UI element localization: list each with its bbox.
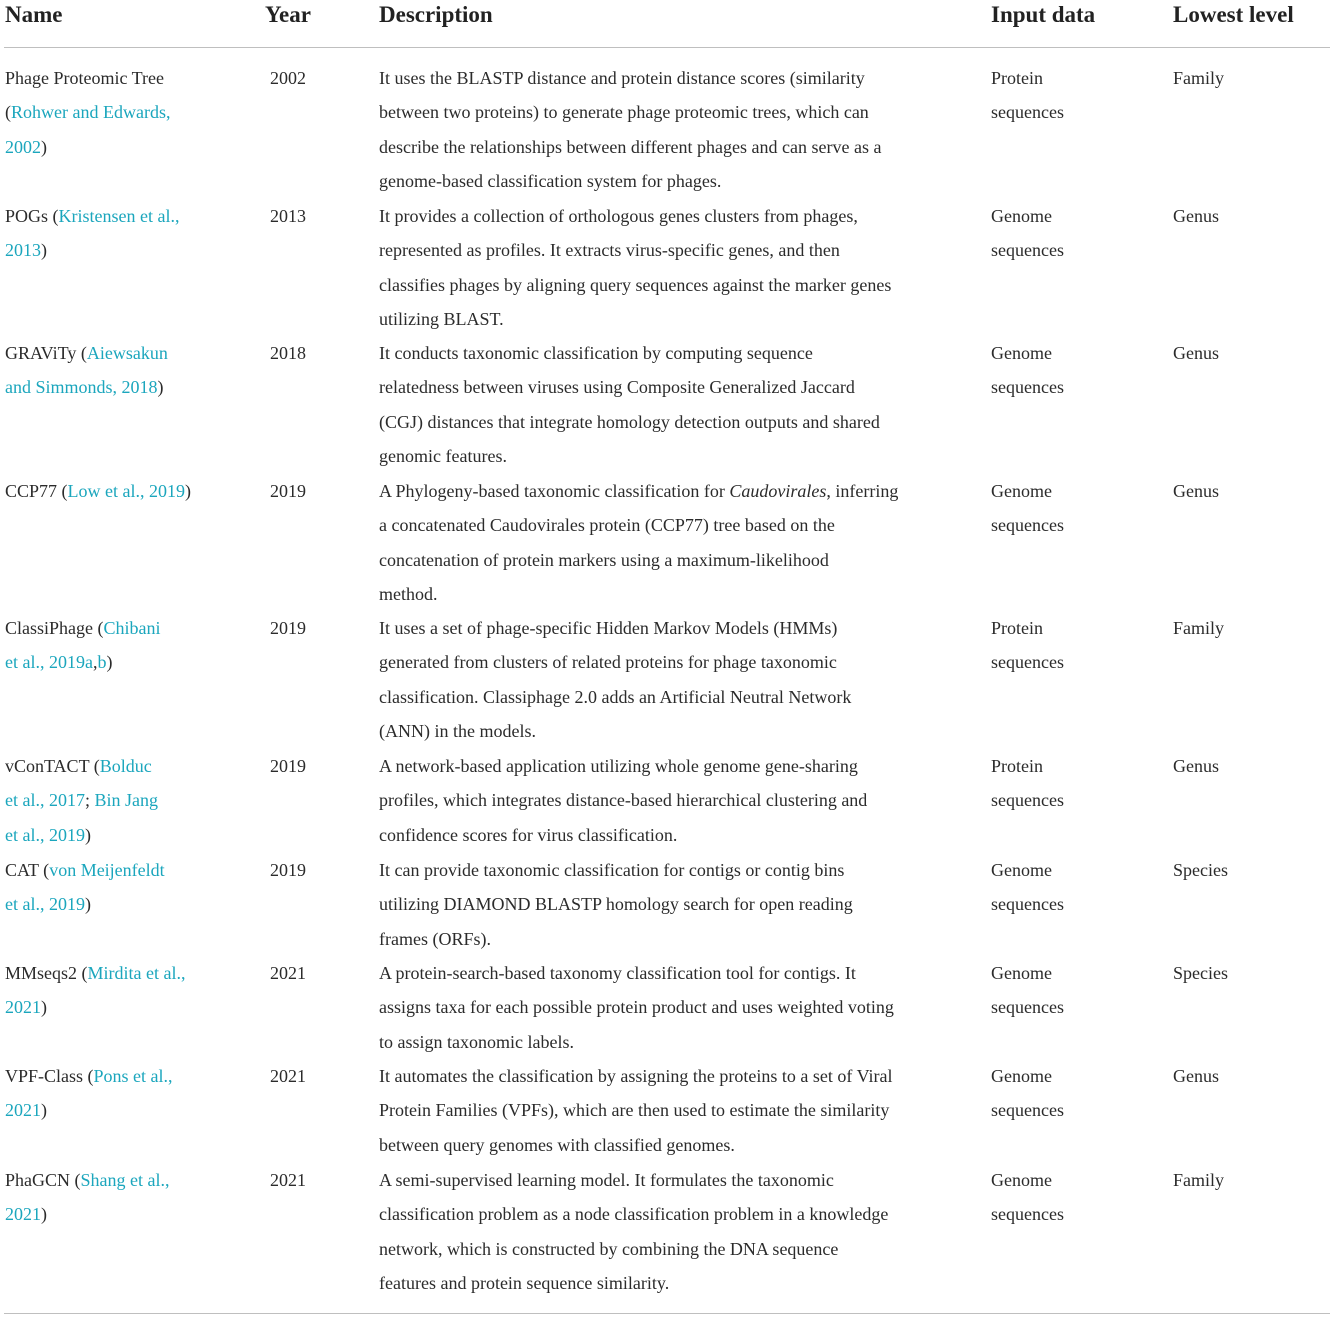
cell-description bbox=[379, 474, 969, 611]
text-fragment: , inferring bbox=[826, 481, 899, 501]
cell-line: sequences bbox=[991, 997, 1064, 1018]
cell-line: sequences bbox=[991, 894, 1064, 915]
cell-line: between two proteins) to generate phage proteomic trees, which can bbox=[379, 102, 869, 123]
cell-line: Protein bbox=[991, 756, 1043, 776]
cell-line: classifies phages by aligning query sequences against the marker genes bbox=[379, 274, 892, 295]
cell-line bbox=[5, 990, 245, 1024]
cell-year: 2021 bbox=[270, 1170, 306, 1190]
cell-lowest-level: Genus bbox=[1173, 206, 1219, 226]
cell-line bbox=[5, 1059, 245, 1093]
citation-link[interactable]: Bin Jang bbox=[94, 790, 159, 811]
cell-line: utilizing DIAMOND BLASTP homology search for open reading bbox=[379, 894, 853, 915]
cell-year: 2019 bbox=[270, 618, 306, 638]
cell-name bbox=[5, 956, 245, 1025]
citation-link[interactable]: Low et al., 2019 bbox=[67, 481, 186, 501]
citation-link[interactable]: von Meijenfeldt bbox=[49, 860, 165, 880]
text-fragment: ) bbox=[84, 824, 91, 845]
cell-line: Protein Families (VPFs), which are then used to estimate the similarity bbox=[379, 1100, 890, 1121]
cell-line bbox=[5, 783, 245, 817]
cell-line: Genome bbox=[991, 481, 1052, 501]
cell-line: Genome bbox=[991, 1170, 1052, 1190]
text-fragment: CAT ( bbox=[5, 860, 50, 880]
cell-line: Genome bbox=[991, 860, 1052, 880]
cell-line: It uses a set of phage-specific Hidden Markov Models (HMMs) bbox=[379, 618, 838, 638]
cell-line bbox=[5, 1163, 245, 1197]
cell-name bbox=[5, 61, 245, 164]
cell-line bbox=[5, 370, 245, 404]
cell-name bbox=[5, 199, 245, 268]
cell-line: It conducts taxonomic classification by computing sequence bbox=[379, 343, 813, 363]
text-fragment: ; bbox=[84, 790, 95, 811]
header-lowest-level: Lowest level bbox=[1173, 2, 1294, 27]
cell-line: A network-based application utilizing whole genome gene-sharing bbox=[379, 756, 858, 776]
citation-link[interactable]: 2021 bbox=[5, 1204, 41, 1225]
header-description: Description bbox=[379, 2, 493, 27]
cell-line: A protein-search-based taxonomy classification tool for contigs. It bbox=[379, 963, 856, 983]
cell-line: It can provide taxonomic classification for contigs or contig bins bbox=[379, 860, 845, 880]
text-fragment: CCP77 ( bbox=[5, 481, 68, 501]
citation-link[interactable]: b bbox=[97, 652, 107, 673]
cell-year: 2021 bbox=[270, 1066, 306, 1086]
cell-line: a concatenated Caudovirales protein (CCP77) tree based on the bbox=[379, 515, 835, 536]
text-fragment: POGs ( bbox=[5, 206, 59, 226]
cell-input-data bbox=[991, 474, 1131, 543]
cell-input-data bbox=[991, 853, 1131, 922]
cell-year: 2019 bbox=[270, 481, 306, 501]
text-fragment: ClassiPhage ( bbox=[5, 618, 104, 638]
cell-input-data bbox=[991, 336, 1131, 405]
cell-name bbox=[5, 474, 245, 508]
cell-line: sequences bbox=[991, 377, 1064, 398]
cell-lowest-level: Genus bbox=[1173, 481, 1219, 501]
cell-input-data bbox=[991, 611, 1131, 680]
cell-year: 2018 bbox=[270, 343, 306, 363]
citation-link[interactable]: 2002 bbox=[5, 136, 41, 157]
citation-link[interactable]: Shang et al., bbox=[80, 1170, 170, 1190]
text-fragment: GRAViTy ( bbox=[5, 343, 87, 363]
citation-link[interactable]: et al., 2019a bbox=[5, 652, 93, 673]
citation-link[interactable]: Aiewsakun bbox=[86, 343, 168, 363]
cell-line: sequences bbox=[991, 1100, 1064, 1121]
cell-line bbox=[5, 853, 245, 887]
citation-link[interactable]: and Simmonds, 2018 bbox=[5, 377, 158, 398]
cell-line bbox=[5, 233, 245, 267]
cell-input-data bbox=[991, 1059, 1131, 1128]
cell-input-data bbox=[991, 1163, 1131, 1232]
cell-description bbox=[379, 336, 969, 473]
cell-line: Protein bbox=[991, 68, 1043, 88]
cell-line: profiles, which integrates distance-based hierarchical clustering and bbox=[379, 790, 868, 811]
cell-line: sequences bbox=[991, 1204, 1064, 1225]
cell-line: Genome bbox=[991, 206, 1052, 226]
cell-line: concatenation of protein markers using a maximum-likelihood bbox=[379, 549, 829, 570]
cell-line bbox=[5, 474, 245, 508]
cell-line: to assign taxonomic labels. bbox=[379, 1031, 574, 1052]
cell-name bbox=[5, 611, 245, 680]
text-fragment: ) bbox=[185, 481, 192, 501]
cell-lowest-level: Family bbox=[1173, 68, 1225, 88]
cell-line: sequences bbox=[991, 240, 1064, 261]
cell-line: (ANN) in the models. bbox=[379, 720, 536, 741]
cell-line bbox=[5, 611, 245, 645]
citation-link[interactable]: 2013 bbox=[5, 240, 41, 261]
citation-link[interactable]: Bolduc bbox=[99, 756, 152, 776]
cell-name bbox=[5, 1059, 245, 1128]
text-fragment: ) bbox=[41, 240, 47, 261]
text-fragment: ) bbox=[41, 1204, 47, 1225]
citation-link[interactable]: et al., 2017 bbox=[5, 790, 85, 811]
cell-line: sequences bbox=[991, 652, 1064, 673]
cell-year: 2002 bbox=[270, 68, 306, 88]
cell-lowest-level: Species bbox=[1173, 860, 1228, 880]
cell-line: features and protein sequence similarity. bbox=[379, 1272, 670, 1293]
cell-line: Protein bbox=[991, 618, 1043, 638]
citation-link[interactable]: Pons et al., bbox=[93, 1066, 173, 1086]
cell-line bbox=[5, 749, 245, 783]
header-rule bbox=[4, 47, 1330, 48]
cell-line: represented as profiles. It extracts virus-specific genes, and then bbox=[379, 240, 840, 261]
text-fragment: ) bbox=[41, 1100, 47, 1121]
text-fragment: PhaGCN ( bbox=[5, 1170, 81, 1190]
cell-lowest-level: Genus bbox=[1173, 756, 1219, 776]
cell-line bbox=[5, 336, 245, 370]
cell-lowest-level: Family bbox=[1173, 1170, 1225, 1190]
citation-link[interactable]: Rohwer and Edwards, bbox=[11, 102, 171, 123]
text-fragment: ) bbox=[41, 997, 47, 1018]
italic-term: Caudovirales bbox=[729, 481, 827, 501]
citation-link[interactable]: 2021 bbox=[5, 997, 41, 1018]
cell-lowest-level: Family bbox=[1173, 618, 1225, 638]
cell-line: describe the relationships between different phages and can serve as a bbox=[379, 136, 882, 157]
text-fragment: ) bbox=[157, 377, 164, 398]
cell-description bbox=[379, 1059, 969, 1162]
cell-line bbox=[5, 645, 245, 679]
cell-line: network, which is constructed by combining the DNA sequence bbox=[379, 1238, 839, 1259]
cell-description bbox=[379, 749, 969, 852]
citation-link[interactable]: et al., 2019 bbox=[5, 894, 85, 915]
citation-link[interactable]: Kristensen et al., bbox=[58, 206, 180, 226]
cell-description bbox=[379, 61, 969, 198]
text-fragment: , bbox=[92, 652, 98, 673]
citation-link[interactable]: Chibani bbox=[103, 618, 161, 638]
cell-line: It provides a collection of orthologous genes clusters from phages, bbox=[379, 206, 858, 226]
cell-lowest-level: Genus bbox=[1173, 1066, 1219, 1086]
text-fragment: ) bbox=[106, 652, 113, 673]
cell-line bbox=[5, 956, 245, 990]
cell-line: sequences bbox=[991, 102, 1064, 123]
cell-line bbox=[5, 199, 245, 233]
cell-description bbox=[379, 611, 969, 748]
cell-line: genomic features. bbox=[379, 445, 507, 466]
header-year: Year bbox=[265, 2, 311, 27]
text-fragment: VPF-Class ( bbox=[5, 1066, 94, 1086]
cell-line: frames (ORFs). bbox=[379, 928, 491, 949]
cell-name bbox=[5, 336, 245, 405]
cell-line: relatedness between viruses using Composite Generalized Jaccard bbox=[379, 377, 855, 398]
cell-name bbox=[5, 853, 245, 922]
cell-year: 2019 bbox=[270, 860, 306, 880]
text-fragment: ( bbox=[5, 102, 11, 123]
header-input-data: Input data bbox=[991, 2, 1096, 27]
cell-line: generated from clusters of related proteins for phage taxonomic bbox=[379, 652, 837, 673]
cell-line bbox=[5, 130, 245, 164]
cell-line: genome-based classification system for phages. bbox=[379, 170, 722, 191]
cell-line: confidence scores for virus classification. bbox=[379, 824, 678, 845]
cell-line: Genome bbox=[991, 1066, 1052, 1086]
citation-link[interactable]: 2021 bbox=[5, 1100, 41, 1121]
cell-description bbox=[379, 199, 969, 336]
cell-line: sequences bbox=[991, 790, 1064, 811]
citation-link[interactable]: Mirdita et al., bbox=[87, 963, 186, 983]
cell-input-data bbox=[991, 749, 1131, 818]
cell-line: (CGJ) distances that integrate homology detection outputs and shared bbox=[379, 411, 880, 432]
citation-link[interactable]: et al., 2019 bbox=[5, 824, 85, 845]
cell-line: It automates the classification by assigning the proteins to a set of Viral bbox=[379, 1066, 893, 1086]
cell-line bbox=[5, 1093, 245, 1127]
text-fragment: vConTACT ( bbox=[5, 756, 100, 776]
cell-description bbox=[379, 853, 969, 956]
cell-line: Genome bbox=[991, 343, 1052, 363]
cell-line: utilizing BLAST. bbox=[379, 308, 504, 329]
cell-line: sequences bbox=[991, 515, 1064, 536]
bottom-rule bbox=[4, 1313, 1330, 1314]
cell-name bbox=[5, 1163, 245, 1232]
cell-input-data bbox=[991, 956, 1131, 1025]
cell-input-data bbox=[991, 61, 1131, 130]
cell-line bbox=[5, 1197, 245, 1231]
header-name: Name bbox=[5, 2, 63, 27]
text-fragment: A Phylogeny-based taxonomic classification for bbox=[379, 481, 730, 501]
text-fragment: ) bbox=[41, 136, 47, 157]
cell-line: A semi-supervised learning model. It formulates the taxonomic bbox=[379, 1170, 834, 1190]
cell-name bbox=[5, 749, 245, 852]
cell-line: classification. Classiphage 2.0 adds an Artificial Neutral Network bbox=[379, 686, 852, 707]
cell-year: 2019 bbox=[270, 756, 306, 776]
cell-description bbox=[379, 1163, 969, 1300]
cell-line bbox=[5, 887, 245, 921]
cell-year: 2013 bbox=[270, 206, 306, 226]
cell-line: classification problem as a node classification problem in a knowledge bbox=[379, 1204, 889, 1225]
cell-description bbox=[379, 956, 969, 1059]
text-fragment: MMseqs2 ( bbox=[5, 963, 88, 983]
cell-lowest-level: Genus bbox=[1173, 343, 1219, 363]
cell-line bbox=[5, 95, 245, 129]
cell-line bbox=[5, 61, 245, 95]
cell-line: assigns taxa for each possible protein product and uses weighted voting bbox=[379, 997, 894, 1018]
cell-line bbox=[379, 474, 969, 508]
cell-line: between query genomes with classified genomes. bbox=[379, 1134, 735, 1155]
cell-line: It uses the BLASTP distance and protein distance scores (similarity bbox=[379, 68, 865, 88]
cell-lowest-level: Species bbox=[1173, 963, 1228, 983]
cell-line: method. bbox=[379, 583, 438, 604]
cell-input-data bbox=[991, 199, 1131, 268]
text-fragment: ) bbox=[84, 894, 91, 915]
text-fragment: Phage Proteomic Tree bbox=[5, 68, 164, 88]
cell-line bbox=[5, 818, 245, 852]
cell-year: 2021 bbox=[270, 963, 306, 983]
cell-line: Genome bbox=[991, 963, 1052, 983]
